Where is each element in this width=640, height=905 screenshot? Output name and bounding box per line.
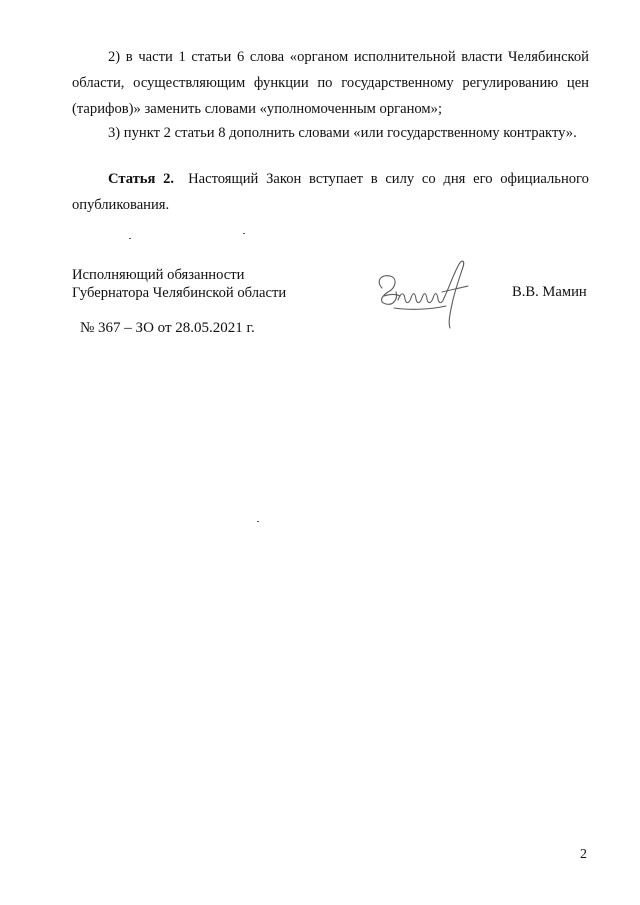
law-number: № 367 – ЗО от 28.05.2021 г. <box>80 320 255 336</box>
article-label: Статья 2. <box>108 171 175 187</box>
scan-speck <box>129 238 131 239</box>
scan-speck <box>243 233 245 234</box>
amendment-item-2: 2) в части 1 статьи 6 слова «органом исполнительной власти Челябинской области, осуществляющим функции по государственному регулированию цен (тарифов)» заменить словами «уполномоченным органом»; <box>72 49 589 117</box>
signatory-position <box>72 266 286 302</box>
article-text: Настоящий Закон вступает в силу со дня его официального опубликования. <box>72 171 589 213</box>
signatory-name: В.В. Мамин <box>512 284 587 300</box>
handwritten-signature <box>368 252 478 332</box>
signatory-position-line2: Губернатора Челябинской области <box>72 285 287 301</box>
amendment-item-3: 3) пункт 2 статьи 8 дополнить словами «или государственному контракту». <box>108 125 577 141</box>
signatory-position-line1: Исполняющий обязанности <box>72 267 245 283</box>
page-number: 2 <box>580 847 587 862</box>
scan-speck <box>257 521 259 522</box>
article-2 <box>72 166 589 218</box>
